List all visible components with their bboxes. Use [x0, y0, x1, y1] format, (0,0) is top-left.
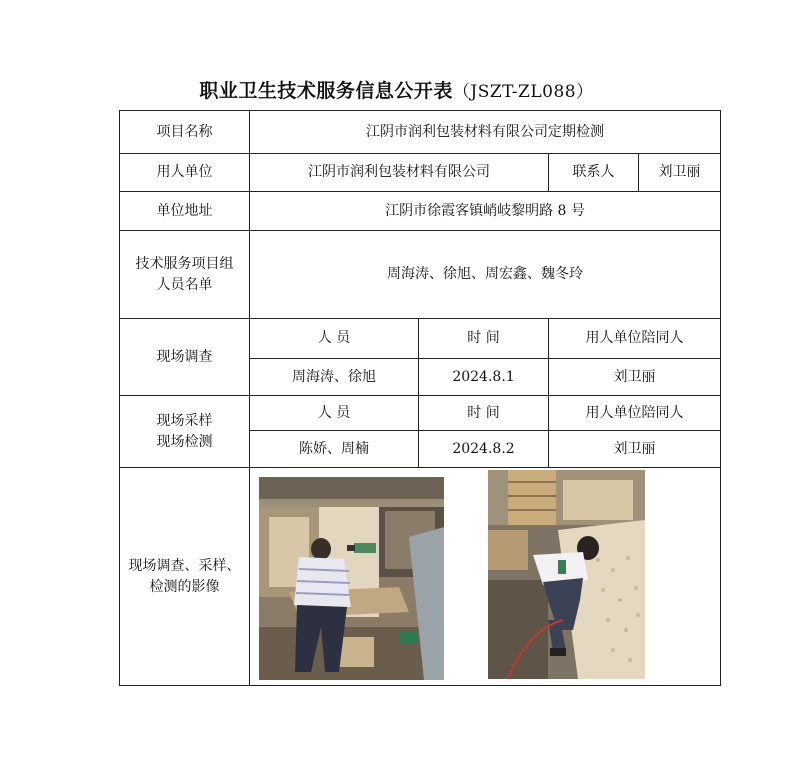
team-label-line1: 技术服务项目组 [135, 255, 234, 272]
sampling-header-escort: 用人单位陪同人 [549, 396, 721, 431]
document-title [0, 76, 793, 103]
team-value: 周海涛、徐旭、周宏鑫、魏冬玲 [250, 231, 721, 319]
contact-value: 刘卫丽 [639, 154, 721, 192]
sampling-time: 2024.8.2 [419, 431, 549, 468]
sampling-escort: 刘卫丽 [549, 431, 721, 468]
survey-header-people: 人 员 [250, 319, 419, 359]
sampling-header-people: 人 员 [250, 396, 419, 431]
contact-label: 联系人 [549, 154, 639, 192]
sampling-label-line1: 现场采样 [156, 412, 213, 429]
site-photo-1 [259, 477, 444, 680]
survey-header-escort: 用人单位陪同人 [549, 319, 721, 359]
site-photo-2 [488, 470, 645, 679]
survey-label: 现场调查 [120, 319, 250, 396]
form-code: （JSZT-ZL088） [452, 82, 594, 102]
survey-people: 周海涛、徐旭 [250, 359, 419, 396]
employer-value: 江阴市润利包装材料有限公司 [250, 154, 549, 192]
row-team [120, 231, 721, 319]
project-name-label: 项目名称 [120, 111, 250, 154]
title-text: 职业卫生技术服务信息公开表 [199, 80, 453, 102]
sampling-label-line2: 现场检测 [156, 433, 213, 450]
sampling-label [120, 396, 250, 468]
survey-escort: 刘卫丽 [549, 359, 721, 396]
team-label-line2: 人员名单 [156, 276, 213, 293]
row-survey-header [120, 319, 721, 359]
row-address [120, 192, 721, 231]
photos-label-line2: 检测的影像 [149, 578, 220, 595]
photos-label-line1: 现场调查、采样、 [128, 557, 241, 574]
site-photo-1-image [259, 477, 444, 680]
project-name-value: 江阴市润利包装材料有限公司定期检测 [250, 111, 721, 154]
employer-label: 用人单位 [120, 154, 250, 192]
survey-time: 2024.8.1 [419, 359, 549, 396]
site-photo-2-image [488, 470, 645, 679]
sampling-header-time: 时 间 [419, 396, 549, 431]
sampling-people: 陈娇、周楠 [250, 431, 419, 468]
row-sampling-header [120, 396, 721, 431]
photos-label [120, 468, 250, 686]
address-value: 江阴市徐霞客镇峭岐黎明路 8 号 [250, 192, 721, 231]
address-label: 单位地址 [120, 192, 250, 231]
team-label [120, 231, 250, 319]
row-employer [120, 154, 721, 192]
survey-header-time: 时 间 [419, 319, 549, 359]
row-project-name [120, 111, 721, 154]
